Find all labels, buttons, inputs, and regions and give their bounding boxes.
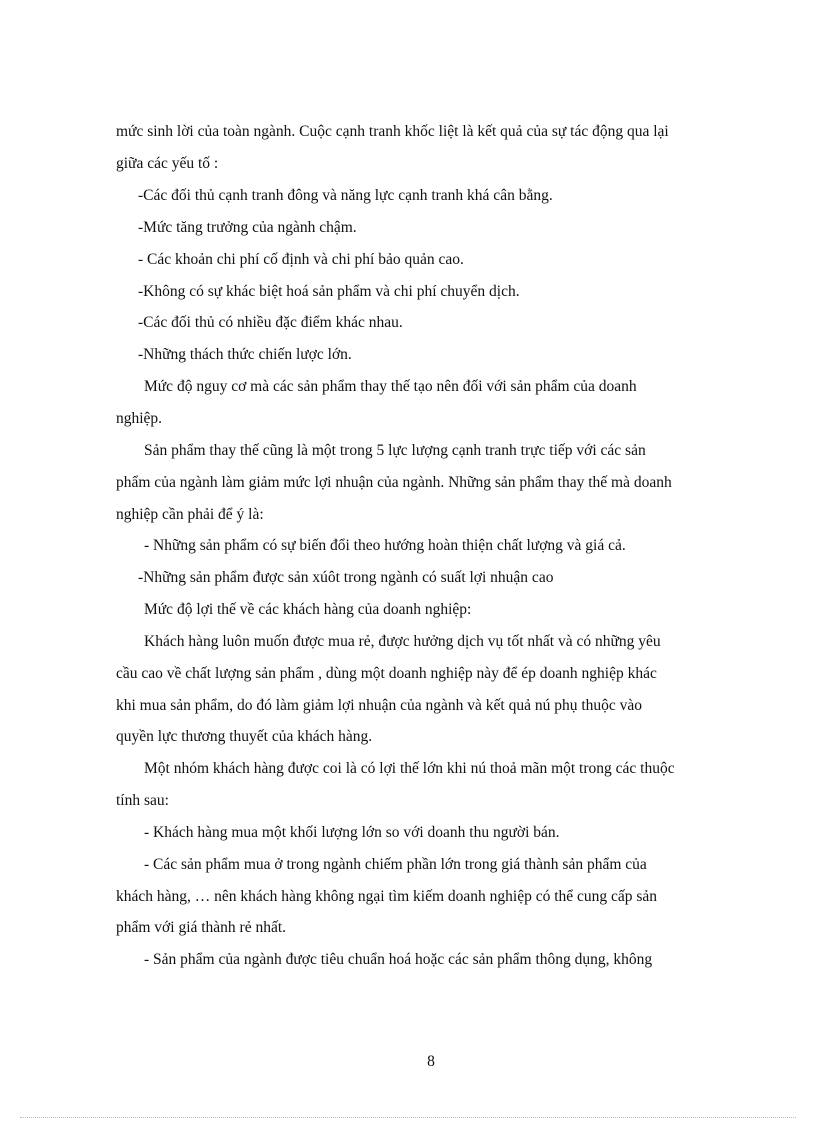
text-line-19: khi mua sản phẩm, do đó làm giảm lợi nhuận của ngành và kết quả nú phụ thuộc vào — [116, 697, 643, 714]
text-line-12: phẩm của ngành làm giảm mức lợi nhuận của ngành. Những sản phẩm thay thế mà doanh — [116, 474, 672, 491]
text-line-7: -Các đối thủ có nhiều đặc điểm khác nhau. — [138, 314, 403, 331]
text-line-17: Khách hàng luôn muốn được mua rẻ, được hưởng dịch vụ tốt nhất và có những yêu — [144, 633, 661, 650]
text-line-2: giữa các yếu tố : — [116, 155, 219, 172]
text-line-20: quyền lực thương thuyết của khách hàng. — [116, 728, 373, 745]
text-line-6: -Không có sự khác biệt hoá sản phẩm và chi phí chuyển dịch. — [138, 283, 520, 300]
text-line-11: Sản phẩm thay thế cũng là một trong 5 lực lượng cạnh tranh trực tiếp với các sản — [144, 442, 646, 459]
text-line-4: -Mức tăng trưởng của ngành chậm. — [138, 219, 357, 236]
text-line-15: -Những sản phẩm được sản xúôt trong ngành có suất lợi nhuận cao — [138, 569, 554, 586]
text-line-22: tính sau: — [116, 792, 169, 809]
text-line-5: - Các khoản chi phí cố định và chi phí bảo quản cao. — [138, 251, 464, 268]
text-line-8: -Những thách thức chiến lược lớn. — [138, 346, 352, 363]
page-bottom-divider — [20, 1117, 796, 1118]
text-line-24: - Các sản phẩm mua ở trong ngành chiếm phần lớn trong giá thành sản phẩm của — [144, 856, 647, 873]
text-line-1: mức sinh lời của toàn ngành. Cuộc cạnh tranh khốc liệt là kết quả của sự tác động qua lại — [116, 123, 669, 140]
text-line-26: phẩm với giá thành rẻ nhất. — [116, 919, 287, 936]
text-line-16: Mức độ lợi thế về các khách hàng của doanh nghiệp: — [144, 601, 472, 618]
text-line-21: Một nhóm khách hàng được coi là có lợi thế lớn khi nú thoả mãn một trong các thuộc — [144, 760, 675, 777]
page-number: 8 — [427, 1053, 435, 1070]
text-line-10: nghiệp. — [116, 410, 163, 427]
text-line-18: cầu cao về chất lượng sản phẩm , dùng một doanh nghiệp này để ép doanh nghiệp khác — [116, 665, 657, 682]
text-line-14: - Những sản phẩm có sự biến đổi theo hướng hoàn thiện chất lượng và giá cả. — [144, 537, 626, 554]
text-line-9: Mức độ nguy cơ mà các sản phẩm thay thế tạo nên đối với sản phẩm của doanh — [144, 378, 637, 395]
text-line-3: -Các đối thủ cạnh tranh đông và năng lực cạnh tranh khá cân bằng. — [138, 187, 553, 204]
text-line-25: khách hàng, … nên khách hàng không ngại tìm kiếm doanh nghiệp có thể cung cấp sản — [116, 888, 658, 905]
text-line-23: - Khách hàng mua một khối lượng lớn so với doanh thu người bán. — [144, 824, 560, 841]
text-line-27: - Sản phẩm của ngành được tiêu chuẩn hoá hoặc các sản phẩm thông dụng, không — [144, 951, 653, 968]
text-line-13: nghiệp cần phải để ý là: — [116, 506, 264, 523]
